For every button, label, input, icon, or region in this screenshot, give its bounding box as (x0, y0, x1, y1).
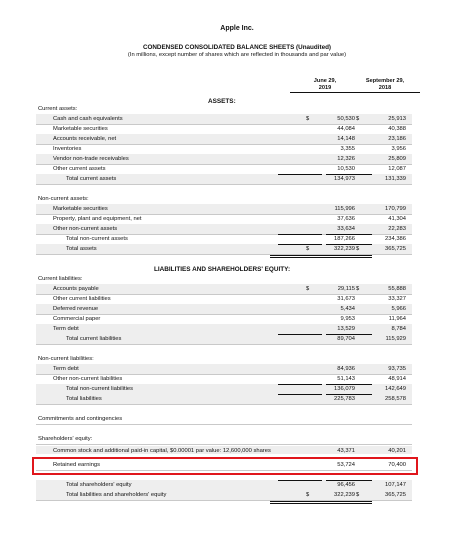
row-label: Term debt (53, 366, 79, 372)
row-value: 170,799 (385, 206, 406, 212)
row-value: 9,953 (340, 316, 355, 322)
currency-symbol: $ (356, 246, 360, 252)
row-value: 12,087 (388, 166, 406, 172)
subtotal-rule (326, 384, 372, 385)
table-row (36, 244, 412, 255)
section-title: ASSETS: (208, 98, 236, 105)
subtotal-rule (326, 394, 372, 395)
table-row (36, 434, 412, 445)
row-label: Total current liabilities (66, 336, 122, 342)
table-row (36, 394, 412, 405)
row-label: Deferred revenue (53, 306, 99, 312)
row-value: 142,649 (385, 386, 406, 392)
row-label: Common stock and additional paid-in capital, $0.00001 par value: 12,600,000 shares (53, 448, 271, 454)
row-label: Marketable securities (53, 126, 108, 132)
row-value: 93,735 (388, 366, 406, 372)
row-value: 23,186 (388, 136, 406, 142)
row-value: 33,634 (337, 226, 355, 232)
subtotal-rule (278, 334, 322, 335)
row-value: 10,530 (337, 166, 355, 172)
row-value: 41,304 (388, 216, 406, 222)
currency-symbol: $ (306, 286, 310, 292)
row-label: Marketable securities (53, 206, 108, 212)
row-value: 55,888 (388, 286, 406, 292)
subtotal-rule (278, 174, 322, 175)
section-title: LIABILITIES AND SHAREHOLDERS' EQUITY: (154, 266, 291, 273)
row-label: Term debt (53, 326, 79, 332)
row-value: 31,673 (337, 296, 355, 302)
row-value: 33,327 (388, 296, 406, 302)
row-label: Total current assets (66, 176, 117, 182)
subtotal-rule (326, 334, 372, 335)
currency-symbol: $ (306, 116, 310, 122)
row-value: 13,529 (337, 326, 355, 332)
table-row (36, 490, 412, 501)
row-value: 115,929 (385, 336, 406, 342)
row-label: Other current liabilities (53, 296, 111, 302)
row-value: 258,578 (385, 396, 406, 402)
row-value: 40,201 (388, 448, 406, 454)
row-label: Accounts receivable, net (53, 136, 117, 142)
row-value: 22,283 (388, 226, 406, 232)
row-value: 29,115 (337, 286, 355, 292)
statement-title: CONDENSED CONSOLIDATED BALANCE SHEETS (Unaudited) (142, 44, 332, 51)
column-header-date: September 29, (365, 78, 405, 84)
currency-symbol: $ (306, 492, 310, 498)
row-value: 50,530 (337, 116, 355, 122)
row-value: 37,636 (337, 216, 355, 222)
row-label: Non-current liabilities: (38, 356, 94, 362)
row-label: Non-current assets: (38, 196, 89, 202)
row-value: 48,914 (388, 376, 406, 382)
row-value: 234,386 (385, 236, 406, 242)
row-label: Shareholders' equity: (38, 436, 93, 442)
row-value: 107,147 (385, 482, 406, 488)
row-label: Accounts payable (53, 286, 99, 292)
subtotal-rule (326, 480, 372, 481)
table-row (36, 414, 412, 425)
row-value: 131,339 (385, 176, 406, 182)
row-label: Other current assets (53, 166, 106, 172)
row-label: Total liabilities (66, 396, 102, 402)
row-label: Commitments and contingencies (38, 416, 123, 422)
row-value: 11,964 (388, 316, 406, 322)
row-value: 3,355 (340, 146, 355, 152)
row-value: 14,148 (337, 136, 355, 142)
row-label: Vendor non-trade receivables (53, 156, 129, 162)
subtotal-rule (278, 234, 322, 235)
row-value: 96,456 (337, 482, 355, 488)
currency-symbol: $ (356, 116, 360, 122)
row-value: 51,143 (337, 376, 355, 382)
subtotal-rule (278, 384, 322, 385)
row-value: 25,913 (388, 116, 406, 122)
row-value: 5,966 (391, 306, 406, 312)
row-label: Current assets: (38, 106, 78, 112)
row-label: Total shareholders' equity (66, 482, 132, 488)
row-value: 3,956 (391, 146, 406, 152)
row-value: 53,724 (337, 462, 355, 468)
row-value: 322,239 (334, 492, 355, 498)
row-value: 12,326 (337, 156, 355, 162)
row-value: 322,239 (334, 246, 355, 252)
row-value: 187,266 (334, 236, 355, 242)
retained-earnings-highlight-box (32, 457, 418, 475)
row-value: 365,725 (385, 246, 406, 252)
row-label: Current liabilities: (38, 276, 83, 282)
column-header-sept-2018 (350, 78, 420, 93)
row-value: 89,704 (337, 336, 355, 342)
currency-symbol: $ (306, 246, 310, 252)
table-row (36, 334, 412, 345)
row-value: 84,936 (337, 366, 355, 372)
row-value: 70,400 (388, 462, 406, 468)
statement-subtitle: (In millions, except number of shares which are reflected in thousands and par value) (127, 52, 347, 58)
subtotal-rule (326, 244, 372, 245)
row-value: 43,371 (337, 448, 355, 454)
row-value: 40,388 (388, 126, 406, 132)
subtotal-rule (326, 174, 372, 175)
subtotal-rule (278, 394, 322, 395)
currency-symbol: $ (356, 286, 360, 292)
row-value: 5,434 (340, 306, 355, 312)
column-header-date: June 29, (313, 78, 337, 84)
row-label: Property, plant and equipment, net (53, 216, 142, 222)
row-value: 136,079 (334, 386, 355, 392)
row-value: 25,809 (388, 156, 406, 162)
double-underline (322, 255, 372, 259)
row-label: Other non-current assets (53, 226, 118, 232)
subtotal-rule (278, 480, 322, 481)
table-row (36, 174, 412, 185)
row-label: Total liabilities and shareholders' equity (66, 492, 167, 498)
double-underline (270, 501, 322, 505)
currency-symbol: $ (356, 492, 360, 498)
row-label: Total non-current assets (66, 236, 128, 242)
company-name: Apple Inc. (220, 25, 254, 32)
row-label: Retained earnings (53, 462, 101, 468)
row-value: 134,973 (334, 176, 355, 182)
row-value: 115,996 (334, 206, 355, 212)
row-value: 225,783 (334, 396, 355, 402)
column-header-year: 2019 (290, 85, 360, 93)
row-label: Commercial paper (53, 316, 101, 322)
double-underline (322, 501, 372, 505)
row-value: 44,084 (337, 126, 355, 132)
row-value: 365,725 (385, 492, 406, 498)
double-underline (270, 255, 322, 259)
row-label: Other non-current liabilities (53, 376, 123, 382)
row-value: 8,784 (391, 326, 406, 332)
subtotal-rule (326, 234, 372, 235)
column-header-year: 2018 (350, 85, 420, 93)
row-label: Inventories (53, 146, 82, 152)
row-label: Cash and cash equivalents (53, 116, 123, 122)
row-label: Total assets (66, 246, 97, 252)
row-label: Total non-current liabilities (66, 386, 134, 392)
subtotal-rule (278, 244, 322, 245)
